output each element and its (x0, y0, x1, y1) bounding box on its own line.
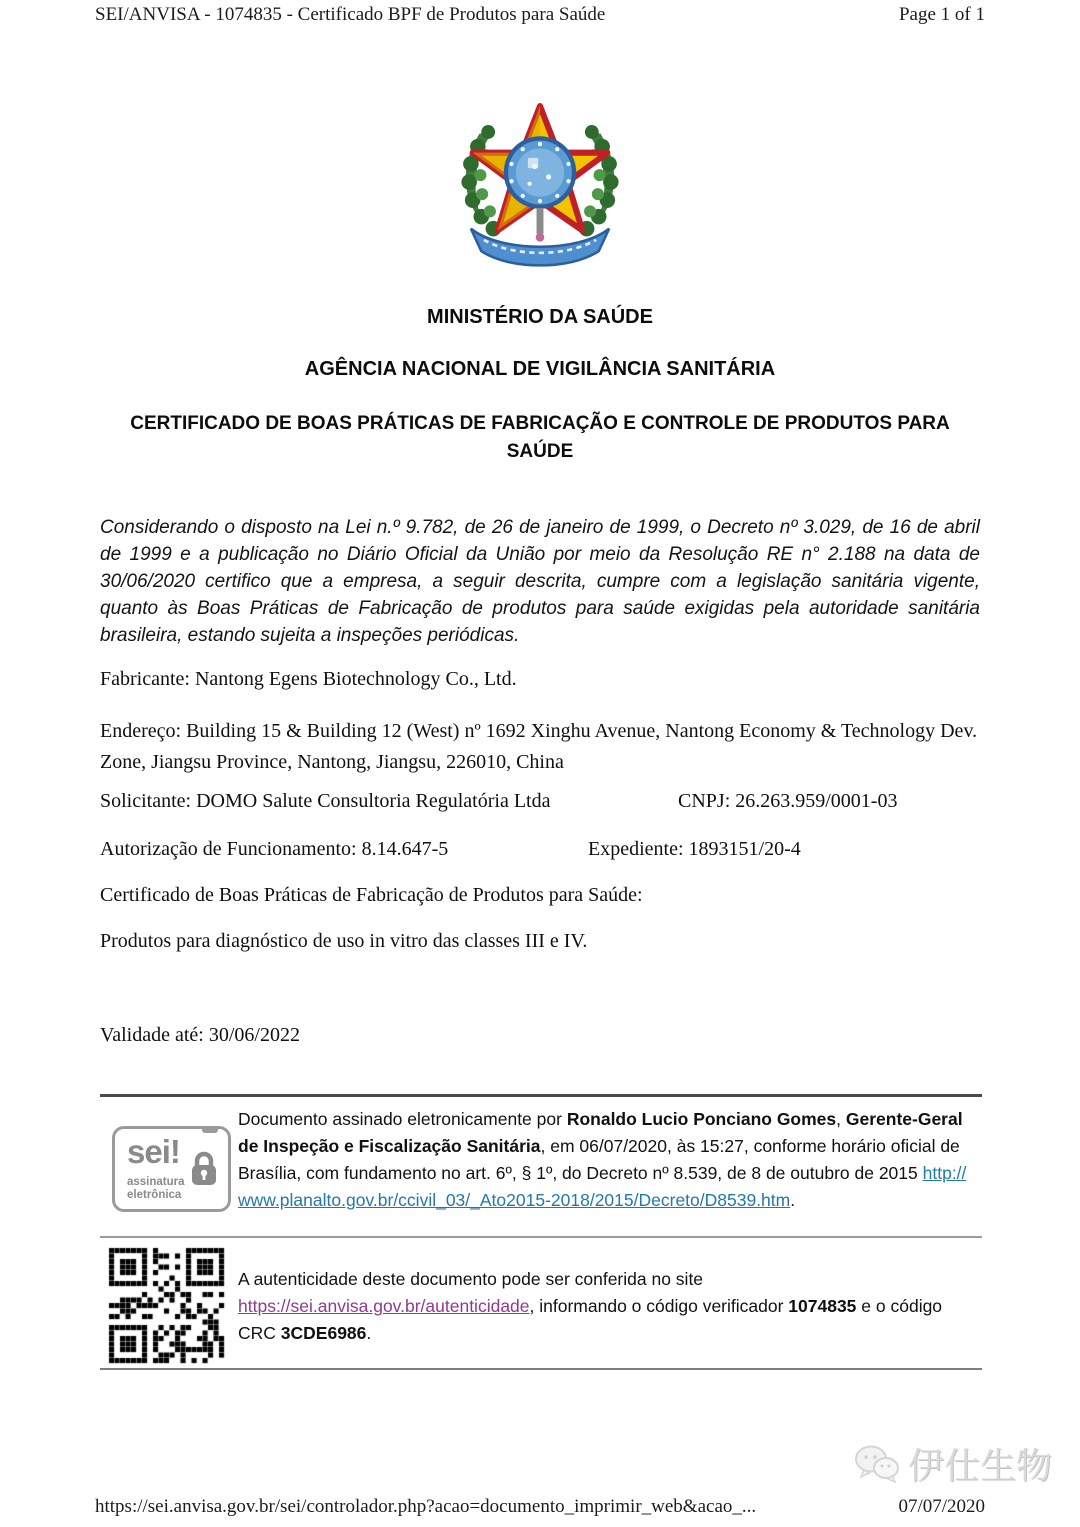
sei-caption-assinatura: assinatura (127, 1176, 185, 1188)
certificado-escopo-line: Certificado de Boas Práticas de Fabricação de Produtos para Saúde: (100, 884, 643, 906)
expediente-value: Expediente: 1893151/20-4 (588, 838, 801, 860)
validade-line: Validade até: 30/06/2022 (100, 1024, 300, 1046)
signature-text: , em 06/07/2020, às 15:27, conforme horário oficial de Brasília, com fundamento no art. 6º, § 1º, do Decreto nº 8.539, de 8 de outubro de 2015 (238, 1136, 960, 1183)
signature-top-rule (100, 1094, 982, 1097)
page-indicator: Page 1 of 1 (898, 4, 985, 25)
signature-statement (238, 1106, 968, 1214)
page-footer (95, 1496, 985, 1518)
sei-logo-tab (202, 1126, 218, 1133)
signer-name: Ronaldo Lucio Ponciano Gomes (566, 1109, 837, 1129)
solicitante-row (100, 790, 982, 813)
footer-date: 07/07/2020 (898, 1496, 985, 1517)
coat-of-arms-graphic (445, 98, 635, 273)
watermark (854, 1438, 1052, 1489)
wechat-icon (854, 1444, 900, 1484)
produtos-line: Produtos para diagnóstico de uso in vitro das classes III e IV. (100, 930, 588, 952)
authenticity-statement (238, 1266, 968, 1347)
footer-url: https://sei.anvisa.gov.br/sei/controlador.php?acao=documento_imprimir_web&acao_... (95, 1496, 757, 1517)
signer-role: Gerente-Geral de Inspeção e Fiscalização Sanitária (238, 1109, 963, 1156)
considerando-paragraph: Considerando o disposto na Lei n.º 9.782, de 26 de janeiro de 1999, o Decreto nº 3.029, de 16 de abril de 1999 e a publicação no Diário Oficial da União por meio da Resolução RE n° 2.188 na data de 30/06/2020 certifico que a empresa, a seguir descrita, cumpre com a legislação sanitária vigente, quanto às Boas Práticas de Fabricação de produtos para saúde exigidas pela autoridade sanitária brasileira, estando sujeita a inspeções periódicas. (100, 517, 980, 646)
certificate-title: CERTIFICADO DE BOAS PRÁTICAS DE FABRICAÇÃO E CONTROLE DE PRODUTOS PARA SAÚDE (130, 413, 950, 462)
crc-code: 3CDE6986 (280, 1323, 367, 1343)
page-header (95, 4, 985, 26)
autorizacao-line: Autorização de Funcionamento: 8.14.647-5 (100, 838, 449, 860)
watermark-text: 伊仕生物 (907, 1445, 1052, 1486)
header-document-title: SEI/ANVISA - 1074835 - Certificado BPF de Produtos para Saúde (95, 4, 606, 25)
endereco-line: Endereço: Building 15 & Building 12 (West) nº 1692 Xinghu Avenue, Nantong Economy & Technology Dev. Zone, Jiangsu Province, Nantong, Jiangsu, 226010, China (100, 720, 978, 773)
agency-title: AGÊNCIA NACIONAL DE VIGILÂNCIA SANITÁRIA (304, 358, 776, 380)
sei-logo-text: sei! (127, 1133, 180, 1170)
authenticity-text: e o código CRC (238, 1296, 943, 1343)
signature-text: . (790, 1190, 796, 1210)
qr-code (108, 1247, 228, 1365)
sei-caption-eletronica: eletrônica (127, 1189, 182, 1201)
signature-text: Documento assinado eletronicamente por (238, 1109, 567, 1129)
authenticity-text: . (366, 1323, 372, 1343)
sei-signature-logo (112, 1126, 231, 1212)
verification-code: 1074835 (788, 1296, 857, 1316)
autorizacao-row (100, 838, 982, 861)
authenticity-text: A autenticidade deste documento pode ser conferida no site (238, 1269, 704, 1289)
planalto-link[interactable]: http://www.planalto.gov.br/ccivil_03/_Ato2015-2018/2015/Decreto/D8539.htm (238, 1163, 967, 1210)
autenticidade-link[interactable]: https://sei.anvisa.gov.br/autenticidade (238, 1296, 530, 1316)
signature-divider (100, 1236, 982, 1238)
coat-of-arms-brazil (0, 98, 1080, 278)
signature-text: , (836, 1109, 846, 1129)
authenticity-text: , informando o código verificador (529, 1296, 789, 1316)
solicitante-line: Solicitante: DOMO Salute Consultoria Regulatória Ltda (100, 790, 551, 812)
ministry-title: MINISTÉRIO DA SAÚDE (427, 306, 653, 328)
cnpj-value: CNPJ: 26.263.959/0001-03 (678, 790, 898, 812)
fabricante-line: Fabricante: Nantong Egens Biotechnology Co., Ltd. (100, 668, 517, 690)
lock-icon (189, 1151, 219, 1187)
authenticity-bottom-rule (100, 1368, 982, 1370)
